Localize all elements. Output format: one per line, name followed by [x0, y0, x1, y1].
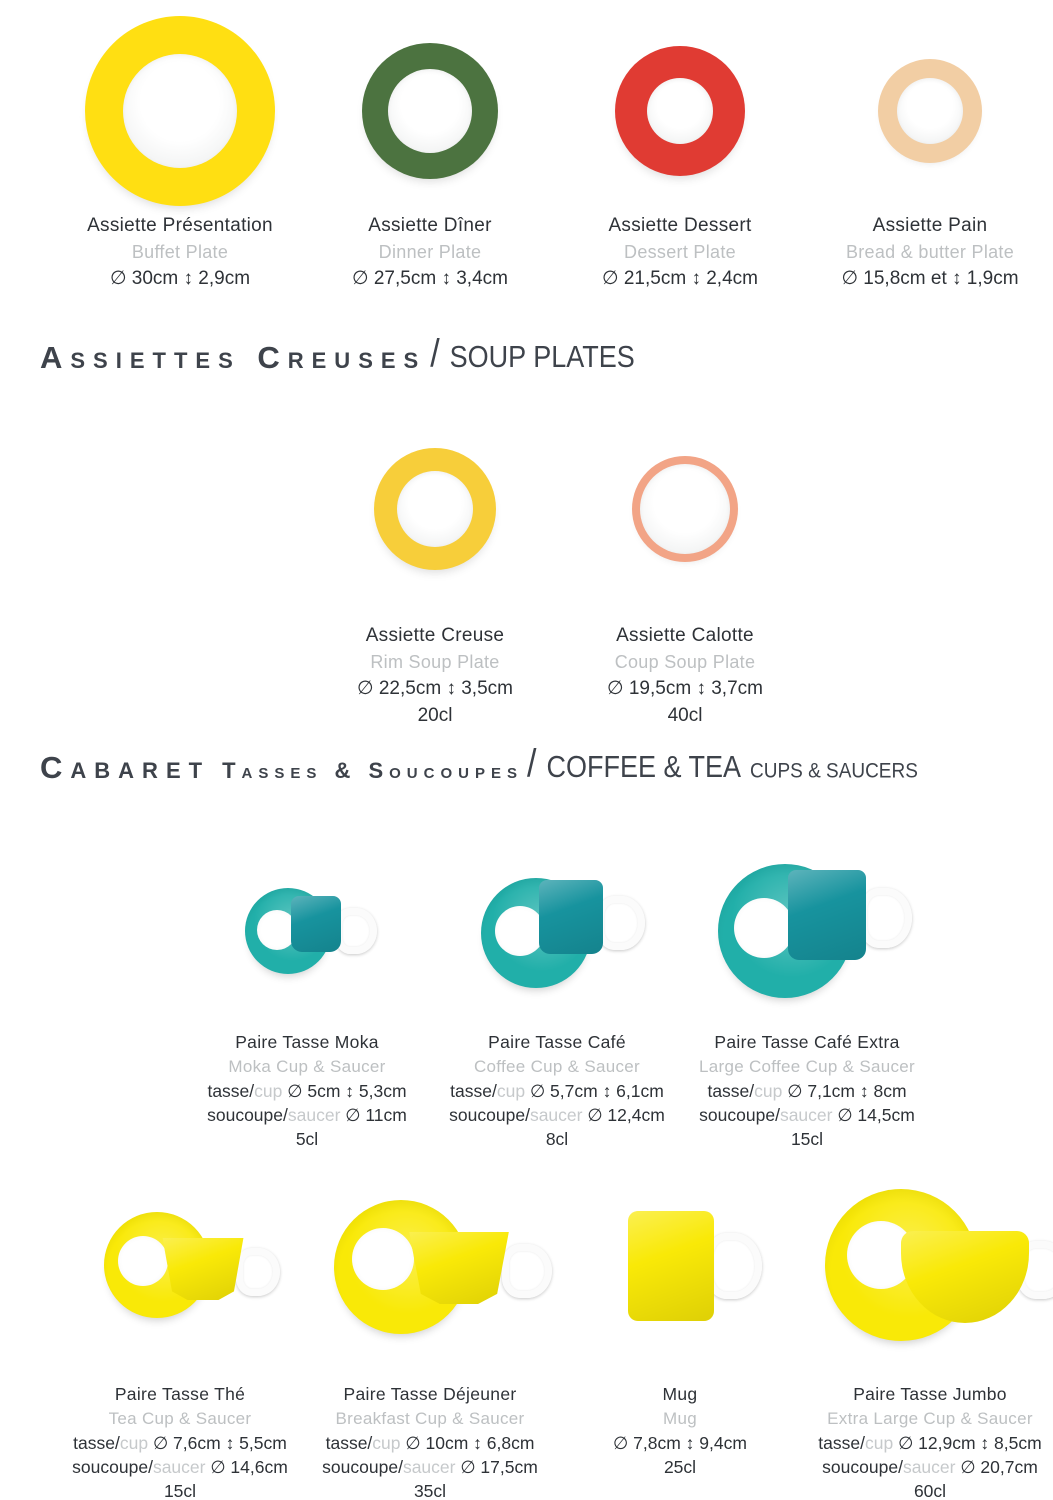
cup-label-fr: tasse/ [450, 1081, 497, 1101]
cup-handle [335, 908, 377, 954]
product-card-cafe [432, 1030, 682, 1151]
saucer-label-fr: soucoupe/ [72, 1457, 153, 1477]
tea-cups-label-row [55, 1382, 1053, 1500]
saucer-dimensions [805, 1455, 1053, 1479]
saucer-label-en: saucer [152, 1457, 206, 1477]
saucer-label-fr: soucoupe/ [699, 1105, 780, 1125]
saucer-well [352, 1228, 414, 1290]
product-card-jumbo [805, 1382, 1053, 1500]
product-dimensions: ∅ 19,5cm ↕ 3,7cm [607, 678, 763, 699]
saucer-label-en: saucer [529, 1105, 583, 1125]
cup-label-en: cup [864, 1433, 894, 1453]
saucer-label-en: saucer [902, 1457, 956, 1477]
product-card-dejeuner [305, 1382, 555, 1500]
heading-english: SOUP PLATES [449, 340, 635, 374]
saucer-label-fr: soucoupe/ [822, 1457, 903, 1477]
product-dimensions: ∅ 15,8cm et ↕ 1,9cm [841, 268, 1019, 289]
plate-well [897, 78, 963, 144]
figure-dinner-plate [305, 16, 555, 206]
coffee-cups-figure-row [182, 864, 932, 998]
saucer-dimensions [182, 1103, 432, 1127]
product-subtitle: Tea Cup & Saucer [108, 1409, 252, 1428]
figure-dejeuner-set [305, 1192, 555, 1342]
coup-soup-plate-image [632, 456, 738, 562]
cup [788, 870, 866, 960]
moka-cup-saucer-image [245, 878, 369, 984]
product-subtitle: Coffee Cup & Saucer [473, 1057, 641, 1076]
cup-dims-value: ∅ 5,7cm ↕ 6,1cm [525, 1081, 664, 1101]
cup-label-fr: tasse/ [73, 1433, 120, 1453]
product-volume: 35cl [413, 1481, 447, 1500]
heading-separator: / [430, 332, 440, 376]
product-card-dessert [555, 212, 805, 292]
plate-well [640, 464, 730, 554]
product-volume: 20cl [417, 705, 453, 726]
cup-label-en: cup [372, 1433, 401, 1453]
plate-well [388, 69, 472, 153]
plates-label-row [55, 212, 1053, 292]
cup-dims-value: ∅ 12,9cm ↕ 8,5cm [893, 1433, 1042, 1453]
heading-french: Assiettes Creuses [40, 340, 427, 375]
cup-handle [597, 896, 645, 950]
product-dimensions: ∅ 27,5cm ↕ 3,4cm [352, 268, 508, 289]
presentation-plate-image [85, 16, 275, 206]
product-name: Paire Tasse Café Extra [714, 1032, 900, 1052]
product-dimensions: ∅ 30cm ↕ 2,9cm [109, 268, 251, 289]
heading-english-main: COFFEE & TEA [546, 750, 741, 784]
product-name: Paire Tasse Thé [114, 1384, 246, 1404]
saucer-dimensions [682, 1103, 932, 1127]
coffee-cup-saucer-image [481, 870, 633, 992]
product-subtitle: Moka Cup & Saucer [228, 1057, 386, 1076]
product-subtitle: Mug [663, 1409, 697, 1428]
product-subtitle: Dinner Plate [378, 242, 482, 262]
figure-cafe-extra-set [682, 864, 932, 998]
product-subtitle: Large Coffee Cup & Saucer [698, 1057, 916, 1076]
saucer-label-en: saucer [779, 1105, 833, 1125]
cup-label-fr: tasse/ [818, 1433, 865, 1453]
cup-handle [860, 888, 912, 948]
saucer-dims-value: ∅ 14,5cm [832, 1105, 915, 1125]
heading-french-sub: Tasses & Soucoupes [222, 758, 523, 783]
cup-dims-value: ∅ 7,1cm ↕ 8cm [782, 1081, 907, 1101]
cup-handle [502, 1244, 552, 1298]
product-card-presentation [55, 212, 305, 292]
product-card-creuse [310, 622, 560, 729]
product-subtitle: Extra Large Cup & Saucer [827, 1409, 1033, 1428]
figure-jumbo-set [805, 1192, 1053, 1342]
saucer-label-en: saucer [402, 1457, 456, 1477]
saucer-well [495, 906, 545, 956]
product-volume: 8cl [545, 1129, 569, 1149]
dinner-plate-image [362, 43, 498, 179]
saucer-dimensions [305, 1455, 555, 1479]
product-name: Paire Tasse Déjeuner [343, 1384, 517, 1404]
section-heading-cups-saucers [40, 742, 918, 787]
figure-bread-plate [805, 16, 1053, 206]
large-coffee-cup-saucer-image [718, 864, 896, 998]
product-volume: 15cl [163, 1481, 197, 1500]
figure-mug [555, 1192, 805, 1342]
product-card-mug [555, 1382, 805, 1500]
product-dimensions: ∅ 22,5cm ↕ 3,5cm [357, 678, 513, 699]
saucer-well [118, 1236, 168, 1286]
plates-figure-row [55, 16, 1053, 206]
cup-dims-value: ∅ 10cm ↕ 6,8cm [400, 1433, 535, 1453]
product-volume: 60cl [913, 1481, 947, 1500]
plate-well [647, 78, 713, 144]
product-card-the [55, 1382, 305, 1500]
heading-french-main: Cabaret [40, 750, 211, 785]
saucer-dims-value: ∅ 12,4cm [582, 1105, 665, 1125]
cup [539, 880, 603, 954]
cup-label-en: cup [496, 1081, 526, 1101]
saucer-label-fr: soucoupe/ [207, 1105, 288, 1125]
product-name: Assiette Dessert [608, 215, 752, 236]
dessert-plate-image [615, 46, 745, 176]
cup-label-en: cup [119, 1433, 149, 1453]
cup-label-fr: tasse/ [207, 1081, 255, 1101]
saucer-dimensions [55, 1455, 305, 1479]
product-card-diner [305, 212, 555, 292]
product-subtitle: Rim Soup Plate [370, 652, 500, 672]
breakfast-cup-saucer-image [334, 1202, 526, 1332]
cup-dims-value: ∅ 7,6cm ↕ 5,5cm [148, 1433, 287, 1453]
section-heading-soup-plates [40, 332, 635, 377]
saucer-dimensions [432, 1103, 682, 1127]
product-card-moka [182, 1030, 432, 1151]
figure-cafe-set [432, 864, 682, 998]
figure-dessert-plate [555, 16, 805, 206]
soup-figure-row [310, 448, 810, 570]
cup-dims-value: ∅ 5cm ↕ 5,3cm [282, 1081, 407, 1101]
product-card-calotte [560, 622, 810, 729]
product-name: Paire Tasse Café [488, 1032, 626, 1052]
heading-english-sub: CUPS & SAUCERS [750, 759, 918, 783]
product-name: Assiette Présentation [87, 215, 273, 236]
figure-presentation-plate [55, 16, 305, 206]
product-volume: 5cl [295, 1129, 319, 1149]
saucer-dims-value: ∅ 11cm [340, 1105, 407, 1125]
product-dimensions: ∅ 21,5cm ↕ 2,4cm [602, 268, 758, 289]
product-name: Assiette Creuse [365, 625, 505, 646]
product-volume: 40cl [667, 705, 703, 726]
product-subtitle: Coup Soup Plate [614, 652, 756, 672]
product-name: Assiette Pain [872, 215, 988, 236]
rim-soup-plate-image [374, 448, 496, 570]
product-volume: 25cl [663, 1457, 697, 1477]
bread-plate-image [878, 59, 982, 163]
saucer-well [734, 898, 794, 958]
figure-the-set [55, 1192, 305, 1342]
product-subtitle: Bread & butter Plate [845, 242, 1015, 262]
product-name: Paire Tasse Moka [235, 1032, 379, 1052]
product-subtitle: Breakfast Cup & Saucer [335, 1409, 525, 1428]
cup [291, 896, 341, 952]
figure-moka-set [182, 864, 432, 998]
product-name: Paire Tasse Jumbo [853, 1384, 1007, 1404]
saucer-dims-value: ∅ 14,6cm [205, 1457, 288, 1477]
heading-separator: / [527, 742, 537, 786]
product-name: Assiette Calotte [616, 625, 754, 646]
product-dimensions: ∅ 7,8cm ↕ 9,4cm [613, 1433, 747, 1453]
product-card-extra [682, 1030, 932, 1151]
product-name: Mug [662, 1384, 698, 1404]
cup-dimensions [55, 1431, 305, 1455]
saucer-label-en: saucer [287, 1105, 341, 1125]
product-card-pain [805, 212, 1053, 292]
cup-dimensions [305, 1431, 555, 1455]
jumbo-cup-saucer-image [825, 1193, 1035, 1341]
product-volume: 15cl [790, 1129, 824, 1149]
tea-cup-saucer-image [104, 1208, 256, 1326]
cup-label-fr: tasse/ [707, 1081, 755, 1101]
saucer-label-fr: soucoupe/ [449, 1105, 530, 1125]
plate-well [397, 471, 473, 547]
product-name: Assiette Dîner [368, 215, 492, 236]
product-subtitle: Buffet Plate [131, 242, 229, 262]
tea-cups-figure-row [55, 1192, 1053, 1342]
cup-label-en: cup [754, 1081, 783, 1101]
saucer-label-fr: soucoupe/ [322, 1457, 403, 1477]
cup-label-fr: tasse/ [325, 1433, 373, 1453]
figure-rim-soup-plate [310, 448, 560, 570]
cup-dimensions [182, 1079, 432, 1103]
mug-image [620, 1203, 740, 1331]
plate-well [123, 54, 237, 168]
soup-label-row [310, 622, 810, 729]
product-subtitle: Dessert Plate [624, 242, 736, 262]
cup-handle [236, 1248, 280, 1296]
figure-coup-soup-plate [560, 448, 810, 570]
coffee-cups-label-row [182, 1030, 932, 1151]
cup [628, 1211, 714, 1321]
cup-label-en: cup [254, 1081, 283, 1101]
cup-dimensions [432, 1079, 682, 1103]
cup-handle [706, 1233, 762, 1299]
saucer-dims-value: ∅ 20,7cm [955, 1457, 1038, 1477]
cup [406, 1232, 512, 1304]
cup [160, 1238, 246, 1300]
cup-dimensions [805, 1431, 1053, 1455]
saucer-dims-value: ∅ 17,5cm [455, 1457, 538, 1477]
cup-dimensions [682, 1079, 932, 1103]
